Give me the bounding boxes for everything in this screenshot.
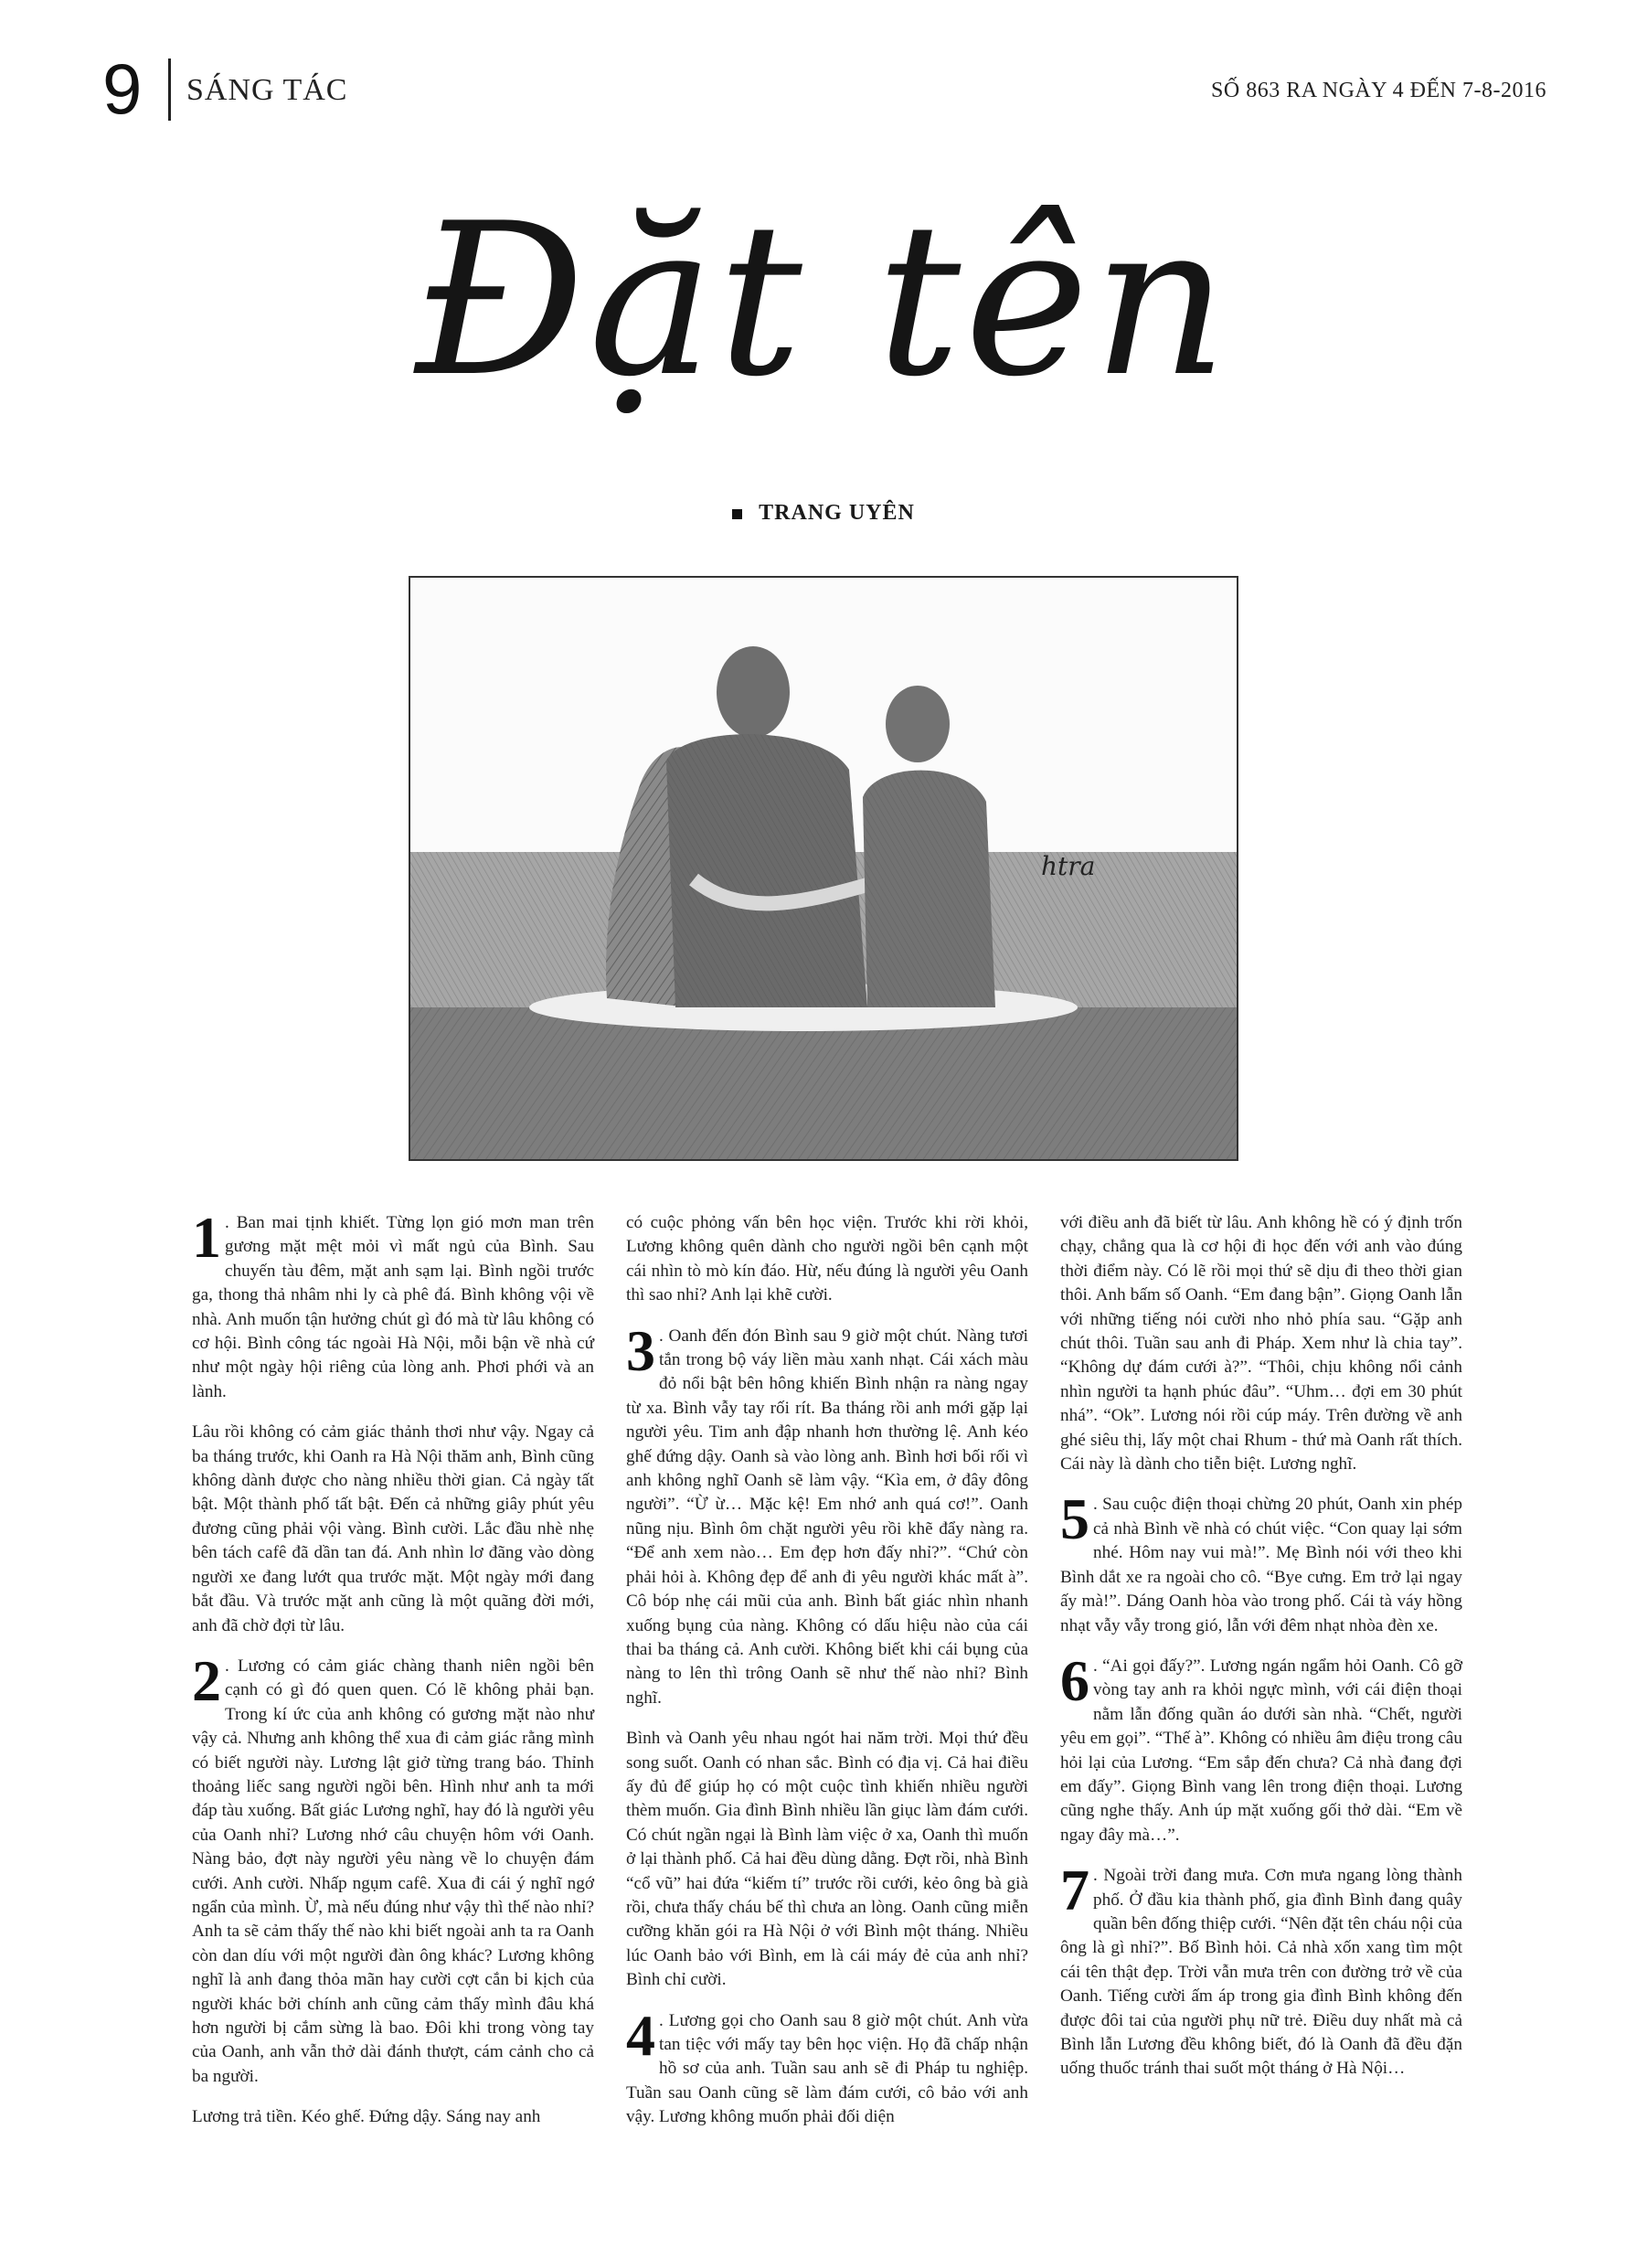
section-name: SÁNG TÁC: [186, 73, 348, 107]
paragraph: [626, 1727, 1028, 1992]
paragraph: [1060, 1858, 1462, 2082]
column-2: [626, 1211, 1028, 2146]
paragraph-text: với điều anh đã biết từ lâu. Anh không hề có ý định trốn chạy, chẳng qua là cơ hội đi học đến với anh vào đúng thời điểm này. Có lẽ rồi mọi thứ sẽ dịu đi theo thời gian thôi. Anh bấm số Oanh. “Em đang bận”. Giọng Oanh lẫn với những tiếng nói cười nho nhỏ phía sau. “Gặp anh chút thôi. Tuần sau anh đi Pháp. Xem như là chia tay”. “Không dự đám cưới à?”. “Thôi, chịu không nổi cảnh nhìn người ta hạnh phúc đâu”. “Uhm… đợi em 30 phút nhá”. “Ok”. Lương nói rồi cúp máy. Trên đường về anh ghé siêu thị, lấy một chai Rhum - thứ mà Oanh rất thích. Cái này là dành cho tiễn biệt. Lương nghĩ.: [1060, 1213, 1462, 1475]
column-3: [1060, 1211, 1462, 2098]
section-number: 3: [626, 1317, 655, 1383]
paragraph: [1060, 1211, 1462, 1476]
illustration-drawing: [410, 578, 1237, 1159]
section-number: 4: [626, 2002, 655, 2068]
paragraph: [1060, 1647, 1462, 1847]
paragraph: [626, 1317, 1028, 1711]
paragraph-text: có cuộc phỏng vấn bên học viện. Trước khi rời khỏi, Lương không quên dành cho người ngồi bên cạnh một cái nhìn tò mò kín đáo. Hừ, nếu đúng là người yêu Oanh thì sao nhỉ? Anh lại khẽ cười.: [626, 1213, 1028, 1305]
paragraph-text: . Ngoài trời đang mưa. Cơn mưa ngang lòng thành phố. Ở đầu kia thành phố, gia đình Bình đang quây quần bên đống thiệp cưới. “Nên đặt tên cháu nội của ông là gì nhỉ?”. Bố Bình hỏi. Cả nhà xốn xang tìm một cái tên thật đẹp. Trời vẫn mưa trên con đường trở về của Oanh. Tiếng cười ấm áp trong gia đình Bình không đến được đôi tai của người phụ nữ trẻ. Điều duy nhất mà cả Bình lẫn Lương đều không biết, đó là Oanh đã đều đặn uống thuốc tránh thai suốt một tháng ở Hà Nội…: [1060, 1866, 1462, 2079]
article-body: [192, 1205, 1462, 2199]
paragraph-text: Bình và Oanh yêu nhau ngót hai năm trời. Mọi thứ đều song suốt. Oanh có nhan sắc. Bình có địa vị. Cả hai điều ấy đủ để giúp họ có một cuộc tình khiến nhiều người thèm muốn. Gia đình Bình nhiều lần giục làm đám cưới. Có chút ngần ngại là Bình làm việc ở xa, Oanh thì muốn ở lại thành phố. Cả hai đều dùng dằng. Đợt rồi, nhà Bình “cổ vũ” hai đứa “kiếm tí” trước rồi cưới, kẻo ông bà già rồi, chưa thấy cháu bế thì chưa an lòng. Oanh cũng miễn cưỡng khăn gói ra Hà Nội ở với Bình một tháng. Nhiều lúc Oanh bảo với Bình, em là cái máy đẻ của anh nhỉ? Bình chỉ cười.: [626, 1729, 1028, 1990]
page-number: 9: [102, 48, 143, 129]
author-name: TRANG UYÊN: [759, 501, 915, 525]
article-illustration: [409, 576, 1238, 1161]
paragraph-text: . Lương gọi cho Oanh sau 8 giờ một chút. Anh vừa tan tiệc với mấy tay bên học viện. Họ đã chấp nhận hồ sơ của anh. Tuần sau anh sẽ đi Pháp tu nghiệp. Tuần sau Oanh cũng sẽ làm đám cưới, cô bảo với anh vậy. Lương không muốn phải đối diện: [626, 2010, 1028, 2127]
page-header: [102, 48, 1546, 129]
paragraph-text: . Lương có cảm giác chàng thanh niên ngồi bên cạnh có gì đó quen quen. Có lẽ không phải bạn. Trong kí ức của anh không có gương mặt nào như vậy cả. Nhưng anh không thể xua đi cảm giác rằng mình có biết người này. Lương lật giở từng trang báo. Thỉnh thoảng liếc sang người ngồi bên. Hình như anh ta mới đáp tàu xuống. Bất giác Lương nghĩ, hay đó là người yêu của Oanh nhỉ? Lương nhớ câu chuyện hôm với Oanh. Nàng bảo, đợt này người yêu nàng về lo chuyện đám cưới. Anh cười. Nhấp ngụm cafê. Xua đi cái ý nghĩ ngớ ngẩn của mình. Ừ, mà nếu đúng như vậy thì thế nào nhỉ? Anh ta sẽ cảm thấy thế nào khi biết ngoài anh ta ra Oanh còn dan díu với một người đàn ông khác? Lương không nghĩ là anh đang thỏa mãn hay cười cợt cắn bi kịch của người khác bởi chính anh cũng cảm thấy mình đâu khá hơn người bị cắm sừng là bao. Đôi khi trong vòng tay của Oanh, anh vẫn thở dài đánh thượt, cám cảnh cho cả ba người.: [192, 1656, 594, 2086]
section-number: 5: [1060, 1486, 1089, 1552]
paragraph: [1060, 1486, 1462, 1637]
paragraph: [626, 1211, 1028, 1308]
section-number: 6: [1060, 1647, 1089, 1713]
paragraph: [192, 1421, 594, 1638]
section-number: 2: [192, 1647, 221, 1713]
section-number: 1: [192, 1205, 221, 1270]
byline: [0, 501, 1647, 526]
paragraph-text: . Ban mai tịnh khiết. Từng lọn gió mơn man trên gương mặt mệt mỏi vì mất ngủ của Bình. Sau chuyến tàu đêm, mặt anh sạm lại. Bình ngồi trước ga, thong thả nhâm nhi ly cà phê đá. Bình không vội về nhà. Anh muốn tận hưởng chút gì đó mà từ lâu không có cơ hội. Bình công tác ngoài Hà Nội, mỗi bận về nhà cứ như một ngày hội riêng của lòng anh. Phơi phới và an lành.: [192, 1213, 594, 1401]
paragraph-text: . Sau cuộc điện thoại chừng 20 phút, Oanh xin phép cả nhà Bình về nhà có chút việc. “Con quay lại sớm nhé. Hôm nay vui mà!”. Mẹ Bình nói với theo khi Bình dắt xe ra ngoài cho cô. “Bye cưng. Em trở lại ngay ấy mà!”. Dáng Oanh hòa vào trong phố. Cái tà váy hồng nhạt vẫy vẫy trong gió, lẫn với đêm nhạt nhòa đèn xe.: [1060, 1495, 1462, 1635]
paragraph-text: . “Ai gọi đấy?”. Lương ngán ngẩm hỏi Oanh. Cô gỡ vòng tay anh ra khỏi ngực mình, với cái điện thoại nằm lẫn đống quần áo dưới sàn nhà. “Chết, người yêu em gọi”. “Thế à”. Không có nhiều âm điệu trong câu hỏi lại của Lương. “Em sắp đến chưa? Cả nhà đang đợi em đấy”. Giọng Bình vang lên trong điện thoại. Lương cũng nghe thấy. Anh úp mặt xuống gối thở dài. “Em về ngay đây mà…”.: [1060, 1656, 1462, 1845]
illustration-signature: htra: [1041, 851, 1096, 881]
paragraph-text: Lương trả tiền. Kéo ghế. Đứng dậy. Sáng nay anh: [192, 2107, 541, 2127]
paragraph: [626, 2002, 1028, 2130]
column-1: [192, 1205, 594, 2146]
issue-info: SỐ 863 RA NGÀY 4 ĐẾN 7-8-2016: [1211, 79, 1546, 102]
article-title: Đặt tên: [415, 179, 1232, 423]
header-divider: [168, 59, 171, 121]
byline-bullet: [732, 509, 742, 519]
paragraph: [192, 2105, 594, 2129]
paragraph: [192, 1205, 594, 1404]
paragraph-text: Lâu rồi không có cảm giác thảnh thơi như vậy. Ngay cả ba tháng trước, khi Oanh ra Hà Nội thăm anh, Bình cũng không dành được cho nàng nhiều thời gian. Cả ngày tất bật. Một thành phố tất bật. Đến cả những giây phút yêu đương cũng phải vội vàng. Bình cười. Lắc đầu nhè nhẹ bên tách cafê đã dần tan đá. Anh nhìn lơ đãng vào dòng người xe đang lướt qua trước mặt. Một ngày mới đang bắt đầu. Và trước mặt anh cũng là một quãng đời mới, anh đã chờ đợi từ lâu.: [192, 1422, 594, 1635]
section-number: 7: [1060, 1858, 1089, 1923]
paragraph-text: . Oanh đến đón Bình sau 9 giờ một chút. Nàng tươi tắn trong bộ váy liền màu xanh nhạt. Cái xách màu đỏ nổi bật bên hông khiến Bình nhận ra nàng ngay từ xa. Bình vẫy tay rối rít. Ba tháng rồi anh mới gặp lại người yêu. Tim anh đập nhanh hơn thường lệ. Anh kéo ghế đứng dậy. Oanh sà vào lòng anh. Bình hơi bối rối vì anh không nghĩ Oanh sẽ làm vậy. “Kìa em, ở đây đông người”. “Ừ ừ… Mặc kệ! Em nhớ anh quá cơ!”. Oanh nũng nịu. Bình ôm chặt người yêu rồi khẽ đẩy nàng ra. “Để anh xem nào… Em đẹp hơn đấy nhỉ?”. “Chứ còn phải hỏi à. Không đẹp để anh đi yêu người khác mất à”. Cô bóp nhẹ cái mũi của anh. Bình bất giác nhìn nhanh xuống bụng của nàng. Không có dấu hiệu nào của cái thai ba tháng cả. Anh cười. Không biết khi cái bụng của nàng to lên thì trông Oanh sẽ như thế nào nhỉ? Bình nghĩ.: [626, 1326, 1028, 1708]
paragraph: [192, 1647, 594, 2089]
